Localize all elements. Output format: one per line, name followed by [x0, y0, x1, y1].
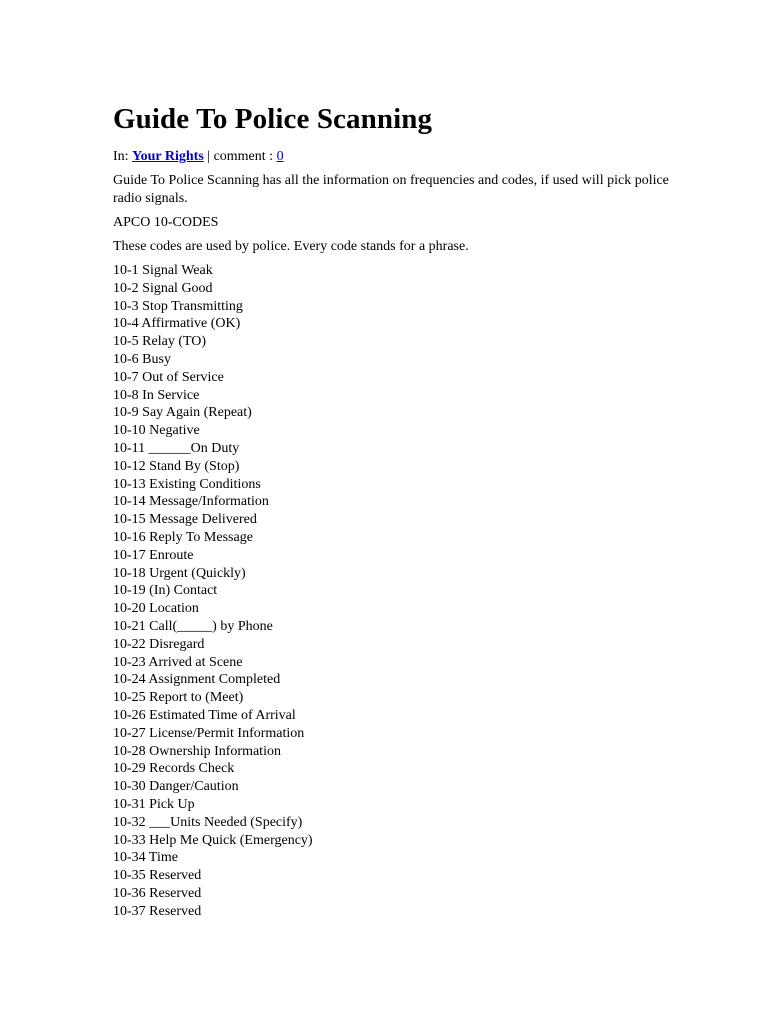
code-item: 10-27 License/Permit Information [113, 725, 305, 741]
code-list [113, 262, 673, 920]
code-item: 10-25 Report to (Meet) [113, 690, 244, 706]
meta-separator: | comment : [207, 149, 274, 164]
intro-paragraph: Guide To Police Scanning has all the information on frequencies and codes, if used will pick police radio signals. [113, 173, 669, 206]
code-item: 10-29 Records Check [113, 761, 235, 777]
code-item: 10-8 In Service [113, 387, 200, 403]
section-description: These codes are used by police. Every code stands for a phrase. [113, 239, 469, 254]
code-item: 10-6 Busy [113, 351, 171, 367]
code-item: 10-16 Reply To Message [113, 529, 253, 545]
code-item: 10-14 Message/Information [113, 494, 269, 510]
code-item: 10-2 Signal Good [113, 280, 213, 296]
article-meta [113, 148, 673, 166]
code-item: 10-32 ___Units Needed (Specify) [113, 814, 303, 830]
code-item: 10-37 Reserved [113, 903, 202, 919]
code-item: 10-28 Ownership Information [113, 743, 281, 759]
code-item: 10-7 Out of Service [113, 369, 224, 385]
page-title: Guide To Police Scanning [113, 103, 433, 135]
code-item: 10-3 Stop Transmitting [113, 298, 243, 314]
code-item: 10-31 Pick Up [113, 796, 195, 812]
code-item: 10-35 Reserved [113, 868, 202, 884]
code-item: 10-10 Negative [113, 423, 200, 439]
code-item: 10-4 Affirmative (OK) [113, 316, 241, 332]
code-item: 10-26 Estimated Time of Arrival [113, 707, 296, 723]
code-item: 10-18 Urgent (Quickly) [113, 565, 246, 581]
code-item: 10-13 Existing Conditions [113, 476, 261, 492]
code-item: 10-36 Reserved [113, 885, 202, 901]
code-item: 10-33 Help Me Quick (Emergency) [113, 832, 313, 848]
code-item: 10-11 ______On Duty [113, 440, 240, 456]
meta-in-label: In: [113, 149, 129, 164]
code-item: 10-1 Signal Weak [113, 263, 213, 278]
code-item: 10-20 Location [113, 601, 199, 617]
section-heading: APCO 10-CODES [113, 215, 219, 230]
code-item: 10-15 Message Delivered [113, 512, 257, 528]
category-link[interactable]: Your Rights [132, 149, 204, 164]
code-item: 10-23 Arrived at Scene [113, 654, 243, 670]
code-item: 10-24 Assignment Completed [113, 672, 281, 688]
code-item: 10-17 Enroute [113, 547, 194, 563]
code-item: 10-19 (In) Contact [113, 583, 218, 599]
comment-count-link[interactable]: 0 [276, 149, 284, 164]
code-item: 10-22 Disregard [113, 636, 205, 652]
code-item: 10-9 Say Again (Repeat) [113, 405, 252, 421]
code-item: 10-12 Stand By (Stop) [113, 458, 240, 474]
article-content [113, 100, 673, 920]
code-item: 10-5 Relay (TO) [113, 334, 207, 350]
code-item: 10-21 Call(_____) by Phone [113, 618, 273, 634]
code-item: 10-30 Danger/Caution [113, 779, 239, 795]
code-item: 10-34 Time [113, 850, 178, 866]
